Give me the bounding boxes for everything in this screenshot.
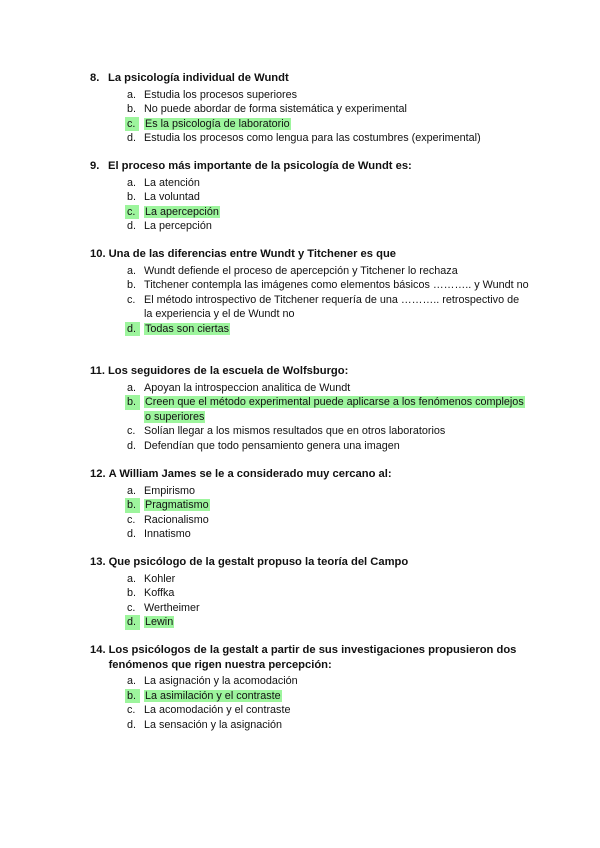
question-14	[90, 643, 530, 732]
question-13	[90, 555, 530, 630]
question-number: 10.	[90, 248, 106, 260]
option-text: La apercepción	[145, 205, 219, 218]
option-letter: c.	[125, 117, 139, 132]
option-text: La asignación y la acomodación	[144, 675, 298, 687]
option-text: Estudia los procesos superiores	[144, 88, 298, 101]
question-title	[90, 247, 530, 262]
option-text: Defendían que todo pensamiento genera una imagen	[144, 439, 400, 452]
option-d	[90, 439, 530, 454]
option-letter: a.	[127, 484, 137, 497]
option-a	[90, 484, 530, 499]
option-letter: c.	[127, 601, 136, 614]
question-text: Los seguidores de la escuela de Wolfsburgo:	[107, 365, 349, 377]
option-text: La asimilación y el contraste	[145, 689, 281, 702]
option-text: Kohler	[144, 572, 176, 585]
option-letter: a.	[127, 264, 137, 277]
question-number: 13.	[90, 556, 106, 568]
question-title	[90, 159, 530, 174]
option-text: Pragmatismo	[145, 499, 209, 512]
option-a	[90, 176, 530, 191]
option-letter: d.	[127, 528, 137, 541]
option-c	[90, 293, 530, 322]
option-text: Es la psicología de laboratorio	[145, 117, 290, 130]
question-10	[90, 247, 530, 336]
option-letter: a.	[127, 572, 137, 585]
question-text: Que psicólogo de la gestalt propuso la teoría del Campo	[108, 556, 409, 568]
option-letter: a.	[127, 88, 137, 101]
option-text: La atención	[144, 176, 200, 189]
question-number: 9.	[90, 160, 100, 172]
option-c	[90, 703, 530, 718]
option-letter: d.	[127, 132, 137, 145]
option-list	[90, 176, 530, 234]
option-letter: c.	[127, 704, 136, 717]
option-b	[90, 102, 530, 117]
question-text: Los psicólogos de la gestalt a partir de sus investigaciones propusieron dos fenómenos que rigen nuestra percepción:	[108, 644, 517, 671]
option-d	[90, 718, 530, 733]
option-text: La percepción	[144, 220, 212, 233]
option-letter: b.	[127, 191, 137, 204]
option-text: La acomodación y el contraste	[144, 704, 291, 717]
option-letter: a.	[127, 176, 137, 189]
option-b-correct	[90, 498, 530, 513]
option-text: Apoyan la introspeccion analitica de Wundt	[144, 381, 351, 394]
question-number: 11.	[90, 365, 105, 377]
option-list	[90, 572, 530, 630]
option-text: Wundt defiende el proceso de apercepción y Titchener lo rechaza	[144, 264, 458, 277]
option-text: Koffka	[144, 587, 175, 600]
option-c-correct	[90, 205, 530, 220]
option-a	[90, 674, 530, 689]
question-text: El proceso más importante de la psicología de Wundt es:	[108, 160, 412, 172]
option-list	[90, 381, 530, 454]
option-letter: b.	[125, 689, 140, 704]
option-c	[90, 513, 530, 528]
option-letter: b.	[127, 587, 137, 600]
question-number: 12.	[90, 468, 106, 480]
option-c	[90, 601, 530, 616]
question-text: Una de las diferencias entre Wundt y Titchener es que	[108, 248, 397, 260]
option-d-correct	[90, 322, 530, 337]
option-a	[90, 264, 530, 279]
question-number: 14.	[90, 644, 106, 656]
option-text: Solían llegar a los mismos resultados que en otros laboratorios	[144, 425, 446, 438]
option-letter: b.	[127, 279, 137, 292]
option-text: No puede abordar de forma sistemática y experimental	[144, 103, 407, 116]
question-8	[90, 71, 530, 146]
option-letter: c.	[127, 293, 136, 306]
option-letter: d.	[127, 718, 137, 731]
question-11	[90, 364, 530, 453]
option-list	[90, 88, 530, 146]
option-text: Titchener contempla las imágenes como elementos básicos ……….. y Wundt no	[144, 279, 529, 292]
option-text: Innatismo	[144, 528, 191, 541]
option-text: Estudia los procesos como lengua para las costumbres (experimental)	[144, 132, 481, 145]
option-list	[90, 264, 530, 337]
option-text: Racionalismo	[144, 513, 209, 526]
question-12	[90, 467, 530, 542]
option-text: Lewin	[145, 616, 174, 629]
question-text: La psicología individual de Wundt	[108, 72, 289, 84]
option-text: El método introspectivo de Titchener requería de una ……….. retrospectivo de la experiencia y el de Wundt no	[144, 293, 520, 321]
option-d	[90, 131, 530, 146]
option-letter: a.	[127, 381, 137, 394]
option-b-correct	[90, 395, 530, 424]
option-c	[90, 424, 530, 439]
option-letter: b.	[125, 395, 140, 410]
question-9	[90, 159, 530, 234]
question-title	[90, 643, 530, 672]
option-b	[90, 586, 530, 601]
option-a	[90, 88, 530, 103]
option-letter: d.	[127, 439, 137, 452]
option-d	[90, 527, 530, 542]
question-text: A William James se le a considerado muy cercano al:	[108, 468, 392, 480]
option-letter: d.	[125, 615, 140, 630]
question-title	[90, 555, 530, 570]
option-letter: c.	[127, 425, 136, 438]
option-list	[90, 674, 530, 732]
option-text: Todas son ciertas	[145, 322, 230, 335]
option-d	[90, 219, 530, 234]
question-number: 8.	[90, 72, 100, 84]
option-c-correct	[90, 117, 530, 132]
option-d-correct	[90, 615, 530, 630]
option-a	[90, 381, 530, 396]
option-text: Wertheimer	[144, 601, 200, 614]
question-title	[90, 71, 530, 86]
option-list	[90, 484, 530, 542]
option-text: Creen que el método experimental puede aplicarse a los fenómenos complejos o superiores	[145, 396, 524, 423]
option-letter: d.	[125, 322, 140, 337]
option-letter: c.	[125, 205, 139, 220]
option-b-correct	[90, 689, 530, 704]
option-letter: d.	[127, 220, 137, 233]
option-a	[90, 572, 530, 587]
option-letter: b.	[127, 103, 137, 116]
option-b	[90, 278, 530, 293]
question-title	[90, 364, 530, 379]
option-text: La voluntad	[144, 191, 200, 204]
option-letter: a.	[127, 675, 137, 687]
question-title	[90, 467, 530, 482]
option-b	[90, 190, 530, 205]
option-text: Empirismo	[144, 484, 195, 497]
option-letter: b.	[125, 498, 140, 513]
option-letter: c.	[127, 513, 136, 526]
option-text: La sensación y la asignación	[144, 718, 283, 731]
